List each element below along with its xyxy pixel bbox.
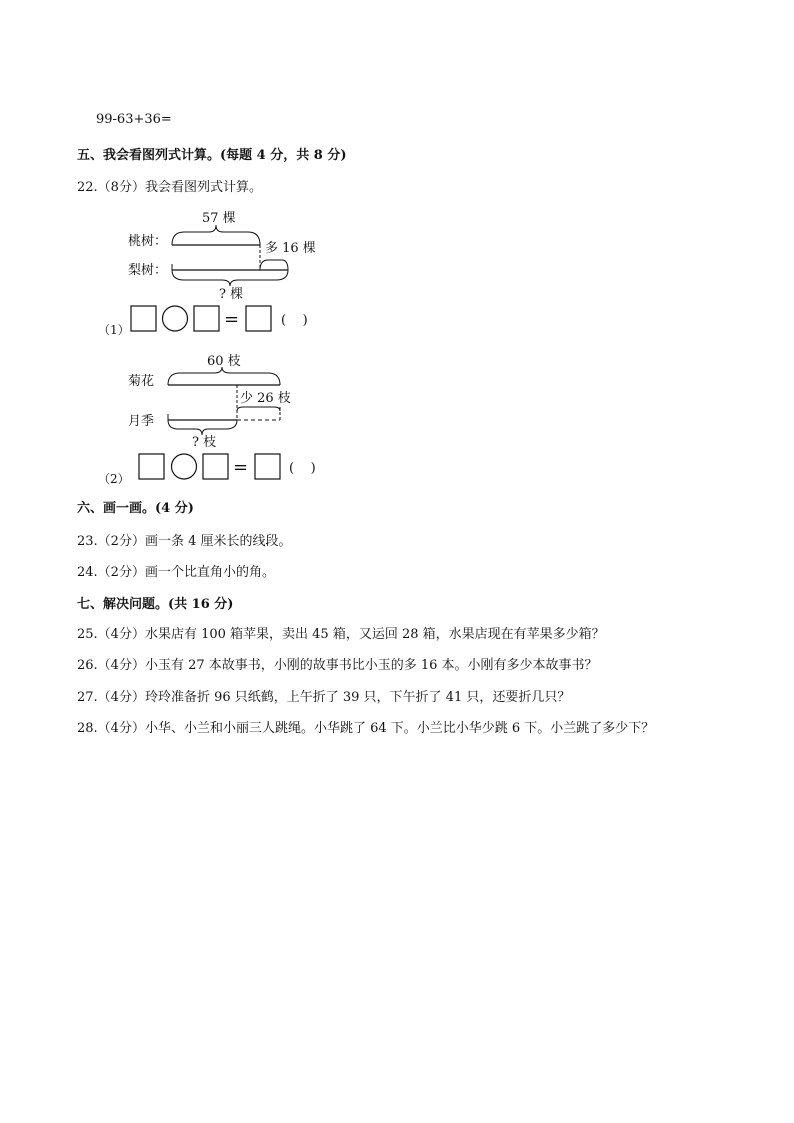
- diagram-1: [0, 200, 400, 340]
- top-brace: [172, 225, 260, 245]
- answer-box-1[interactable]: [131, 306, 156, 331]
- difference-label: 少 26 枝: [240, 391, 291, 406]
- section-5-heading: 五、我会看图列式计算。(每题 4 分，共 8 分): [77, 148, 347, 163]
- answer-box-1[interactable]: [139, 454, 164, 479]
- question-24: 24.（2分）画一个比直角小的角。: [77, 565, 275, 580]
- unit-parentheses[interactable]: ( ): [281, 313, 308, 328]
- section-6-heading: 六、画一画。(4 分): [77, 501, 194, 516]
- answer-box-3[interactable]: [246, 306, 271, 331]
- diagram-2: [0, 345, 400, 490]
- top-brace-label: 60 枝: [207, 354, 241, 369]
- operator-circle[interactable]: [163, 306, 188, 331]
- row-1-label: 菊花: [128, 374, 155, 389]
- answer-box-3[interactable]: [255, 454, 280, 479]
- bottom-brace-label: ? 棵: [219, 287, 244, 302]
- difference-label: 多 16 棵: [265, 241, 316, 256]
- question-22: 22.（8分）我会看图列式计算。: [77, 180, 262, 195]
- item-index-2: （2）: [98, 472, 130, 486]
- bottom-brace: [168, 420, 237, 435]
- equals-sign: =: [233, 457, 249, 478]
- item-index-1: （1）: [98, 323, 130, 337]
- question-23: 23.（2分）画一条 4 厘米长的线段。: [77, 534, 292, 549]
- equals-sign: =: [224, 309, 240, 330]
- difference-brace: [237, 407, 280, 411]
- operator-circle[interactable]: [172, 454, 197, 479]
- answer-box-2[interactable]: [203, 454, 228, 479]
- top-brace: [168, 367, 280, 385]
- calculation-expression: 99-63+36=: [96, 112, 172, 127]
- difference-brace: [260, 260, 288, 270]
- question-25: 25.（4分）水果店有 100 箱苹果，卖出 45 箱，又运回 28 箱，水果店现在有苹果多少箱？: [77, 627, 605, 642]
- row-2-label: 梨树：: [128, 263, 168, 278]
- row-1-label: 桃树：: [128, 234, 168, 249]
- question-27: 27.（4分）玲玲准备折 96 只纸鹤，上午折了 39 只，下午折了 41 只，还要折几只？: [77, 690, 571, 705]
- answer-box-2[interactable]: [194, 306, 219, 331]
- question-26: 26.（4分）小玉有 27 本故事书，小刚的故事书比小玉的多 16 本。小刚有多少本故事书？: [77, 658, 598, 673]
- question-28: 28.（4分）小华、小兰和小丽三人跳绳。小华跳了 64 下。小兰比小华少跳 6 下。小兰跳了多少下？: [77, 721, 655, 736]
- section-7-heading: 七、解决问题。(共 16 分): [77, 597, 234, 612]
- top-brace-label: 57 棵: [202, 211, 236, 226]
- row-2-label: 月季: [128, 414, 155, 429]
- bottom-brace-label: ? 枝: [192, 435, 217, 450]
- bottom-brace: [172, 270, 288, 286]
- unit-parentheses[interactable]: ( ): [289, 461, 316, 476]
